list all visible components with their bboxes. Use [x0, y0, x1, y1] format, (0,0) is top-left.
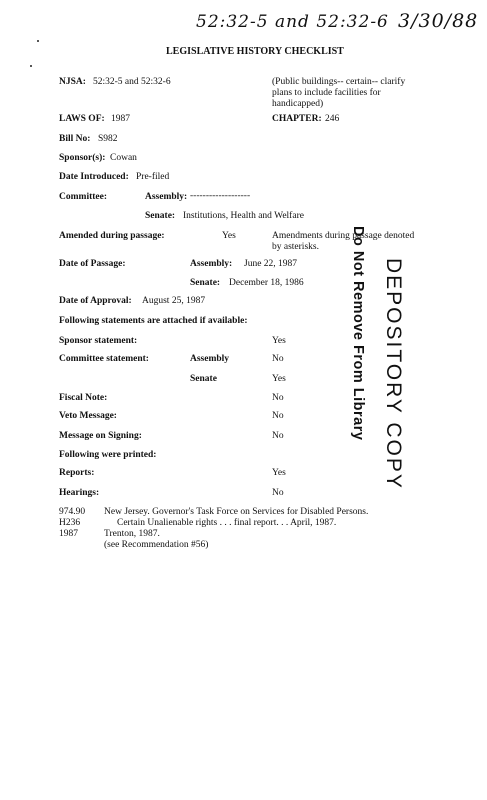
call-number: H236 — [59, 518, 81, 528]
committee-statement-label: Committee statement: — [59, 354, 149, 364]
committee-statement-assembly-label: Assembly — [190, 354, 230, 364]
bill-no-label: Bill No: — [59, 134, 91, 144]
handwritten-date: 3/30/88 — [398, 10, 479, 32]
fiscal-note-value: No — [272, 393, 284, 403]
amended-label: Amended during passage: — [59, 231, 165, 241]
veto-message-label: Veto Message: — [59, 411, 117, 421]
passage-senate-label: Senate: — [190, 278, 221, 288]
committee-assembly-label: Assembly: — [145, 192, 188, 202]
committee-label: Committee: — [59, 192, 108, 202]
scan-speck — [37, 40, 39, 42]
committee-statement-senate-label: Senate — [190, 374, 217, 384]
scan-speck — [30, 65, 32, 67]
bill-no-value: S982 — [98, 134, 118, 144]
chapter-value: 246 — [325, 114, 340, 124]
approval-value: August 25, 1987 — [142, 296, 206, 306]
amended-note: by asterisks. — [272, 242, 319, 252]
committee-statement-senate-value: Yes — [272, 374, 286, 384]
committee-senate-value: Institutions, Health and Welfare — [183, 211, 304, 221]
printed-header: Following were printed: — [59, 450, 157, 460]
reports-label: Reports: — [59, 468, 95, 478]
njsa-note: plans to include facilities for — [272, 88, 381, 98]
fiscal-note-label: Fiscal Note: — [59, 393, 108, 403]
committee-assembly-value: ------------------- — [190, 191, 251, 201]
citation-text: Trenton, 1987. — [104, 529, 160, 539]
message-signing-label: Message on Signing: — [59, 431, 142, 441]
laws-of-label: LAWS OF: — [59, 114, 105, 124]
committee-statement-assembly-value: No — [272, 354, 284, 364]
do-not-remove-stamp: Do Not Remove From Library — [350, 226, 366, 441]
statements-header: Following statements are attached if available: — [59, 316, 248, 326]
date-introduced-value: Pre-filed — [136, 172, 170, 182]
sponsor-value: Cowan — [110, 153, 137, 163]
laws-of-value: 1987 — [111, 114, 130, 124]
handwritten-statutes: 52:32-5 and 52:32-6 — [196, 12, 389, 32]
passage-senate-value: December 18, 1986 — [229, 278, 304, 288]
amended-note: Amendments during passage denoted — [272, 231, 415, 241]
sponsor-statement-value: Yes — [272, 336, 286, 346]
citation-text: (see Recommendation #56) — [104, 540, 209, 550]
passage-assembly-label: Assembly: — [190, 259, 233, 269]
page-title: LEGISLATIVE HISTORY CHECKLIST — [166, 46, 344, 57]
call-number: 1987 — [59, 529, 78, 539]
message-signing-value: No — [272, 431, 284, 441]
citation-text: New Jersey. Governor's Task Force on Services for Disabled Persons. — [104, 507, 369, 517]
njsa-value: 52:32-5 and 52:32-6 — [93, 77, 171, 87]
passage-assembly-value: June 22, 1987 — [244, 259, 298, 269]
approval-label: Date of Approval: — [59, 296, 132, 306]
njsa-note: handicapped) — [272, 99, 324, 109]
date-introduced-label: Date Introduced: — [59, 172, 129, 182]
hearings-value: No — [272, 488, 284, 498]
reports-value: Yes — [272, 468, 286, 478]
veto-message-value: No — [272, 411, 284, 421]
sponsor-statement-label: Sponsor statement: — [59, 336, 138, 346]
hearings-label: Hearings: — [59, 488, 100, 498]
depository-copy-stamp: DEPOSITORY COPY — [382, 258, 405, 490]
committee-senate-label: Senate: — [145, 211, 176, 221]
sponsor-label: Sponsor(s): — [59, 153, 106, 163]
njsa-note: (Public buildings-- certain-- clarify — [272, 77, 406, 87]
call-number: 974.90 — [59, 507, 86, 517]
njsa-label: NJSA: — [59, 77, 86, 87]
chapter-label: CHAPTER: — [272, 114, 322, 124]
amended-value: Yes — [222, 231, 236, 241]
passage-label: Date of Passage: — [59, 259, 126, 269]
citation-text: Certain Unalienable rights . . . final report. . . April, 1987. — [117, 518, 337, 528]
